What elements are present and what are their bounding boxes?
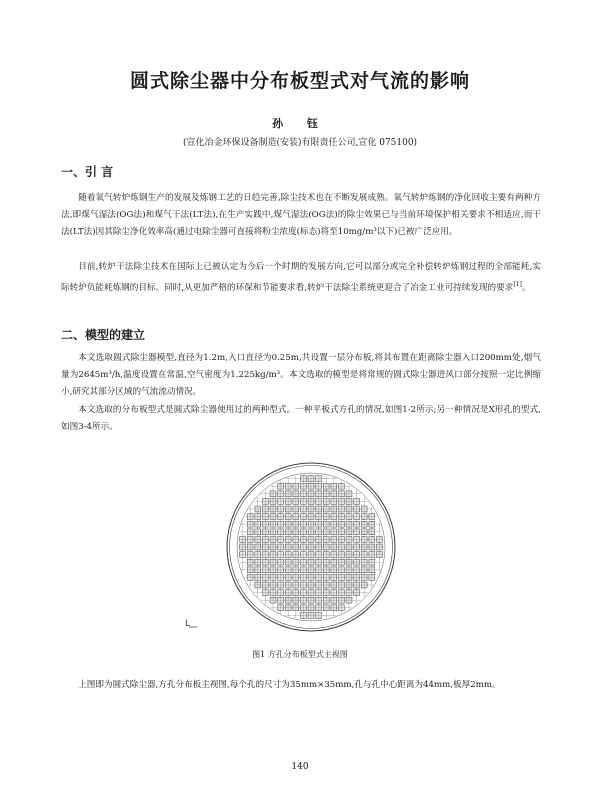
- author-affiliation: (宣化冶金环保设备制造(安装)有限责任公司,宣化 075100): [182, 138, 418, 148]
- section-heading-model: 二、模型的建立: [61, 328, 146, 342]
- axis-label: L: [185, 619, 191, 629]
- intro-paragraph-2-text: 目前,转炉干法除尘技术在国际上已被认定为今后一个时期的发展方向,它可以部分或完全补偿转炉炼钢过程的全部能耗,实际转炉负能耗炼钢的目标。同时,从更加严格的环保和节能要求看,转炉干法除尘系统更迎合了冶金工业可持续发现的要求: [61, 262, 541, 293]
- page-number: 140: [291, 762, 309, 772]
- intro-paragraph-1: 随着氧气转炉炼钢生产的发展及炼钢工艺的日趋完善,除尘技术也在不断发展成熟。氧气转炉炼钢的净化回收主要有两种方法,即煤气湿法(OG法)和煤气干法(LT法),在生产实践中,煤气湿法(OG法)的除尘效果已与当前环境保护相关要求不相适应,而干法(LT法)因其除尘净化效率高(通过电除尘器可直接将粉尘浓度(标态)将至10mg/m³以下)已被广泛应用。: [61, 193, 541, 237]
- author-name: 孙 钰: [272, 117, 328, 130]
- intro-paragraph-2: [61, 259, 541, 297]
- reference-marker: [1]: [513, 281, 522, 288]
- model-paragraph-3: 上图即为圆式除尘器,方孔分布板主视图,每个孔的尺寸为35mm×35mm,孔与孔中心距离为44mm,板厚2mm。: [78, 680, 501, 690]
- intro-paragraph-2-end: 。: [521, 282, 531, 293]
- model-paragraph-2: 本文选取的分布板型式是圆式除尘器使用过的两种型式。一种平板式方孔的情况,如图1-2所示;另一种情况是X形孔的型式,如图3-4所示。: [61, 405, 541, 432]
- section-heading-introduction: 一、引 言: [61, 165, 114, 179]
- paper-title: 圆式除尘器中分布板型式对气流的影响: [129, 70, 470, 92]
- figure-caption: 图1 方孔分布板型式主视图: [252, 650, 348, 659]
- figure-distribution-plate: [185, 461, 407, 641]
- plate-hole-grid: [231, 467, 391, 627]
- model-paragraph-1: 本文选取圆式除尘器模型,直径为1.2m,入口直径为0.25m,共设置一层分布板,将其布置在距离除尘器入口200mm处,烟气量为2645m³/h,温度设置在常温,空气密度为1.225kg/m³。本文选取的模型是将常规的圆式除尘器进风口部分按照一定比例缩小,研究其部分区域的气流流动情况。: [61, 353, 541, 397]
- axis-marker: [185, 619, 197, 629]
